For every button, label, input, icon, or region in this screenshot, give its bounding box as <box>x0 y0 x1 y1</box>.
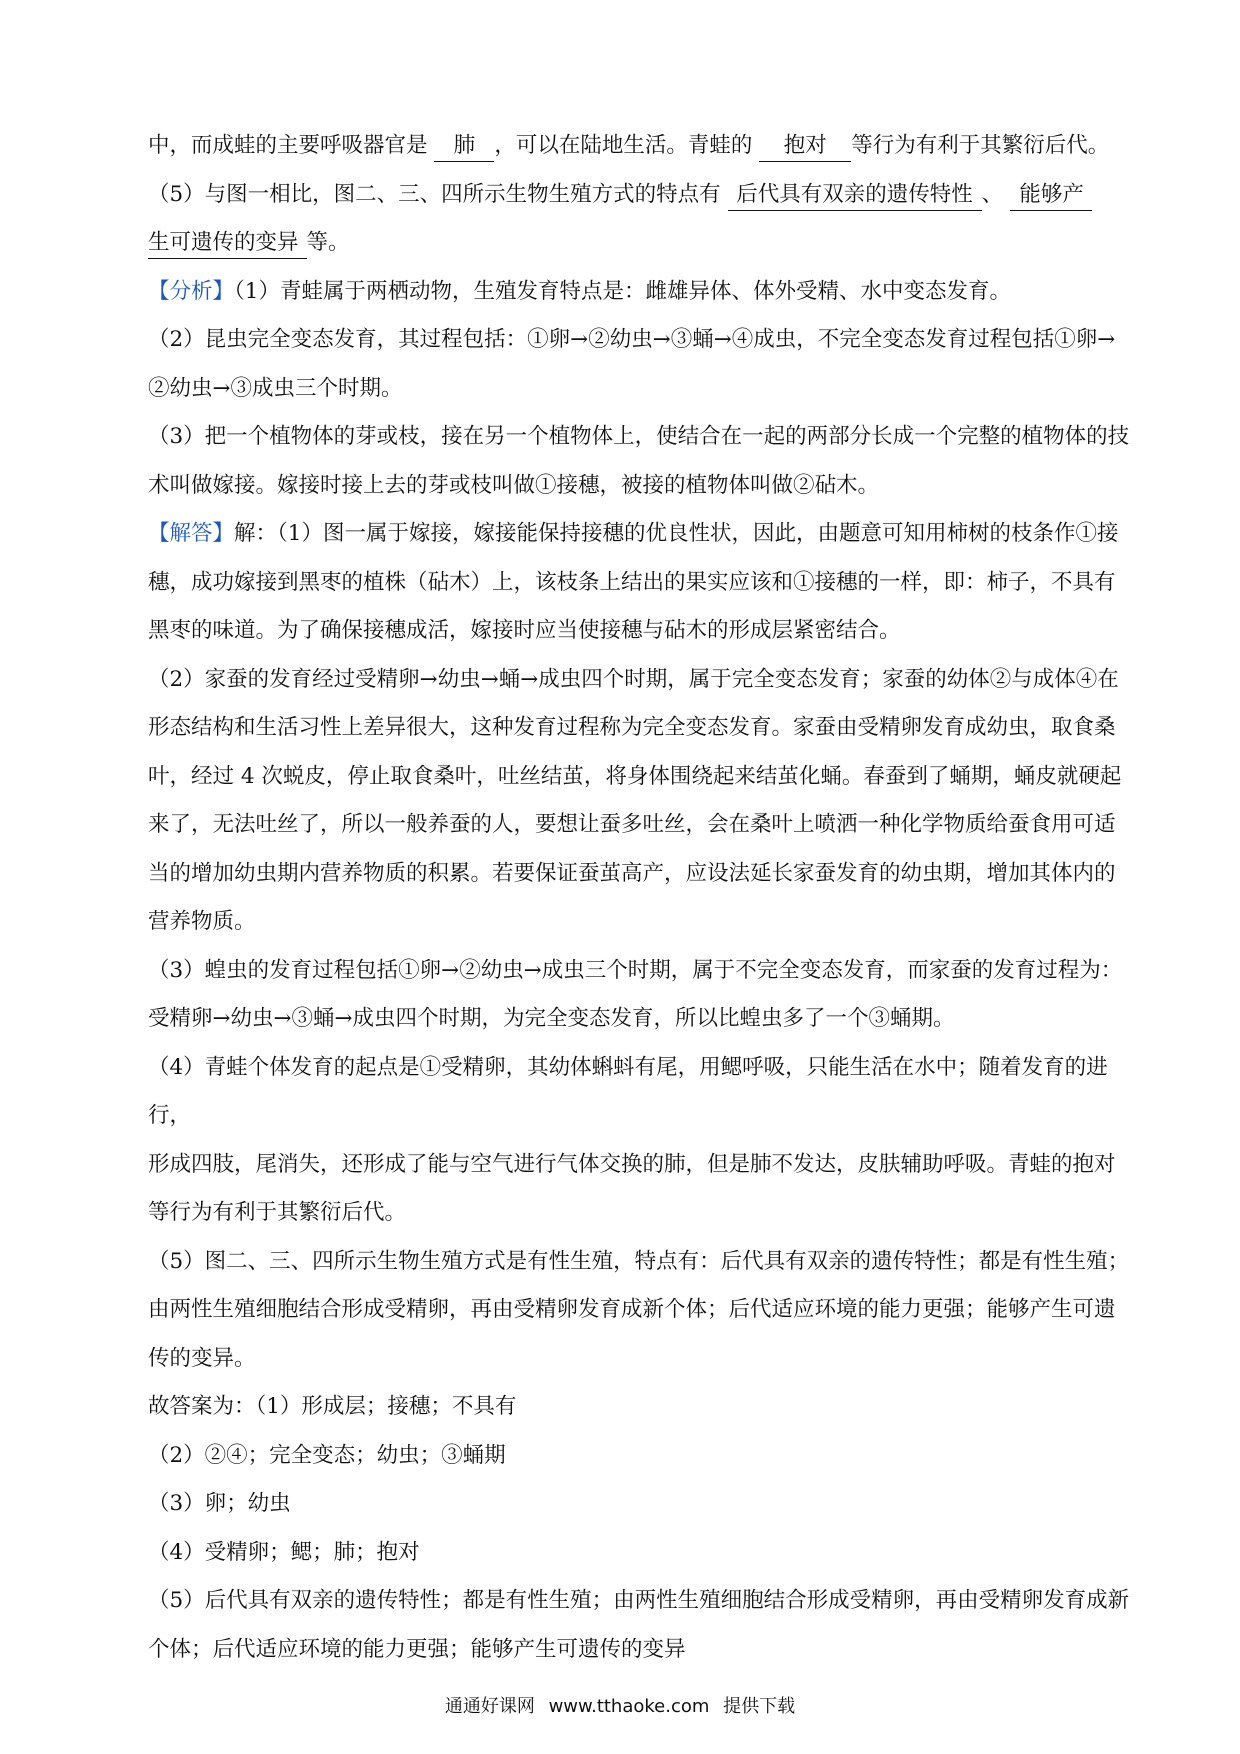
document-body <box>148 122 1134 1674</box>
blank-answer-lung: 肺 <box>434 131 494 162</box>
final-answer-line: （4）受精卵；鳃；肺；抱对 <box>148 1539 420 1565</box>
blank-answer-5b-part1: 能够产 <box>1010 180 1092 211</box>
final-answer-line: （3）卵；幼虫 <box>148 1491 291 1516</box>
footer-site-name: 通通好课网 <box>444 1696 535 1717</box>
analysis-paragraph: （2）昆虫完全变态发育，其过程包括：①卵→②幼虫→③蛹→④成虫，不完全变态发育过程包括①卵→ ②幼虫→③成虫三个时期。 <box>148 327 1116 401</box>
final-answer-line: （5）后代具有双亲的遗传特性；都是有性生殖；由两性生殖细胞结合形成受精卵，再由受精卵发育成新 个体；后代适应环境的能力更强；能够产生可遗传的变异 <box>148 1588 1130 1662</box>
question-5: （5）与图一相比，图二、三、四所示生物生殖方式的特点有 后代具有双亲的遗传特性 、 能够产 生可遗传的变异 等。 <box>148 171 1134 268</box>
analysis-section: 【分析】（1）青蛙属于两栖动物，生殖发育特点是：雌雄异体、体外受精、水中变态发育。 <box>148 278 1011 304</box>
final-answer: 故答案为：（1）形成层；接穗；不具有 <box>148 1394 517 1419</box>
answer-paragraph: （2）家蚕的发育经过受精卵→幼虫→蛹→成虫四个时期，属于完全变态发育；家蚕的幼体②与成体④在 形态结构和生活习性上差异很大，这种发育过程称为完全变态发育。家蚕由受精卵发育成幼虫，取食桑 叶，经过 4 次蜕皮，停止取食桑叶，吐丝结茧，将身体围绕起来结茧化蛹。春蚕到了蛹期，蛹皮就硬起 来了，无法吐丝了，所以一般养蚕的人，要想让蚕多吐丝，会在桑叶上喷洒一种化学物质给蚕食用可适 当的增加幼虫期内营养物质的积累。若要保证蚕茧高产，应设法延长家蚕发育的幼虫期，增加其体内的 营养物质。 <box>148 666 1122 934</box>
answer-paragraph: （4）青蛙个体发育的起点是①受精卵，其幼体蝌蚪有尾，用鳃呼吸，只能生活在水中；随着发育的进行， 形成四肢，尾消失，还形成了能与空气进行气体交换的肺，但是肺不发达，皮肤辅助呼吸。青蛙的抱对 等行为有利于其繁衍后代。 <box>148 1054 1116 1225</box>
blank-answer-amplexus: 抱对 <box>759 131 851 162</box>
blank-answer-5b-part2: 生可遗传的变异 <box>148 228 307 259</box>
analysis-paragraph: （3）把一个植物体的芽或枝，接在另一个植物体上，使结合在一起的两部分长成一个完整的植物体的技 术叫做嫁接。嫁接时接上去的芽或枝叫做①接穗，被接的植物体叫做②砧木。 <box>148 424 1130 498</box>
answer-paragraph: （3）蝗虫的发育过程包括①卵→②幼虫→成虫三个时期，属于不完全变态发育，而家蚕的发育过程为： 受精卵→幼虫→③蛹→成虫四个时期，为完全变态发育，所以比蝗虫多了一个③蛹期。 <box>148 957 1123 1031</box>
page-footer <box>0 1692 1240 1718</box>
blank-answer-5a: 后代具有双亲的遗传特性 <box>728 180 982 211</box>
analysis-tag: 【分析】 <box>148 278 235 304</box>
footer-suffix: 提供下载 <box>723 1696 796 1717</box>
answer-paragraph: （5）图二、三、四所示生物生殖方式是有性生殖，特点有：后代具有双亲的遗传特性；都是有性生殖； 由两性生殖细胞结合形成受精卵，再由受精卵发育成新个体；后代适应环境的能力更强；能够产生可遗 传的变异。 <box>148 1248 1130 1371</box>
answer-section: 【解答】解：（1）图一属于嫁接，嫁接能保持接穗的优良性状，因此，由题意可知用柿树的枝条作①接 穗，成功嫁接到黑枣的植株（砧木）上，该枝条上结出的果实应该和①接穗的一样，即：柿子，不具有 黑枣的味道。为了确保接穗成活，嫁接时应当使接穗与砧木的形成层紧密结合。 <box>148 521 1119 643</box>
final-answer-line: （2）②④；完全变态；幼虫；③蛹期 <box>148 1442 506 1468</box>
question-4-tail: 中，而成蛙的主要呼吸器官是 肺 ，可以在陆地生活。青蛙的 抱对 等行为有利于其繁衍后代。 <box>148 122 1134 171</box>
answer-tag: 【解答】 <box>148 521 235 546</box>
footer-url: www.tthaoke.com <box>548 1696 710 1717</box>
